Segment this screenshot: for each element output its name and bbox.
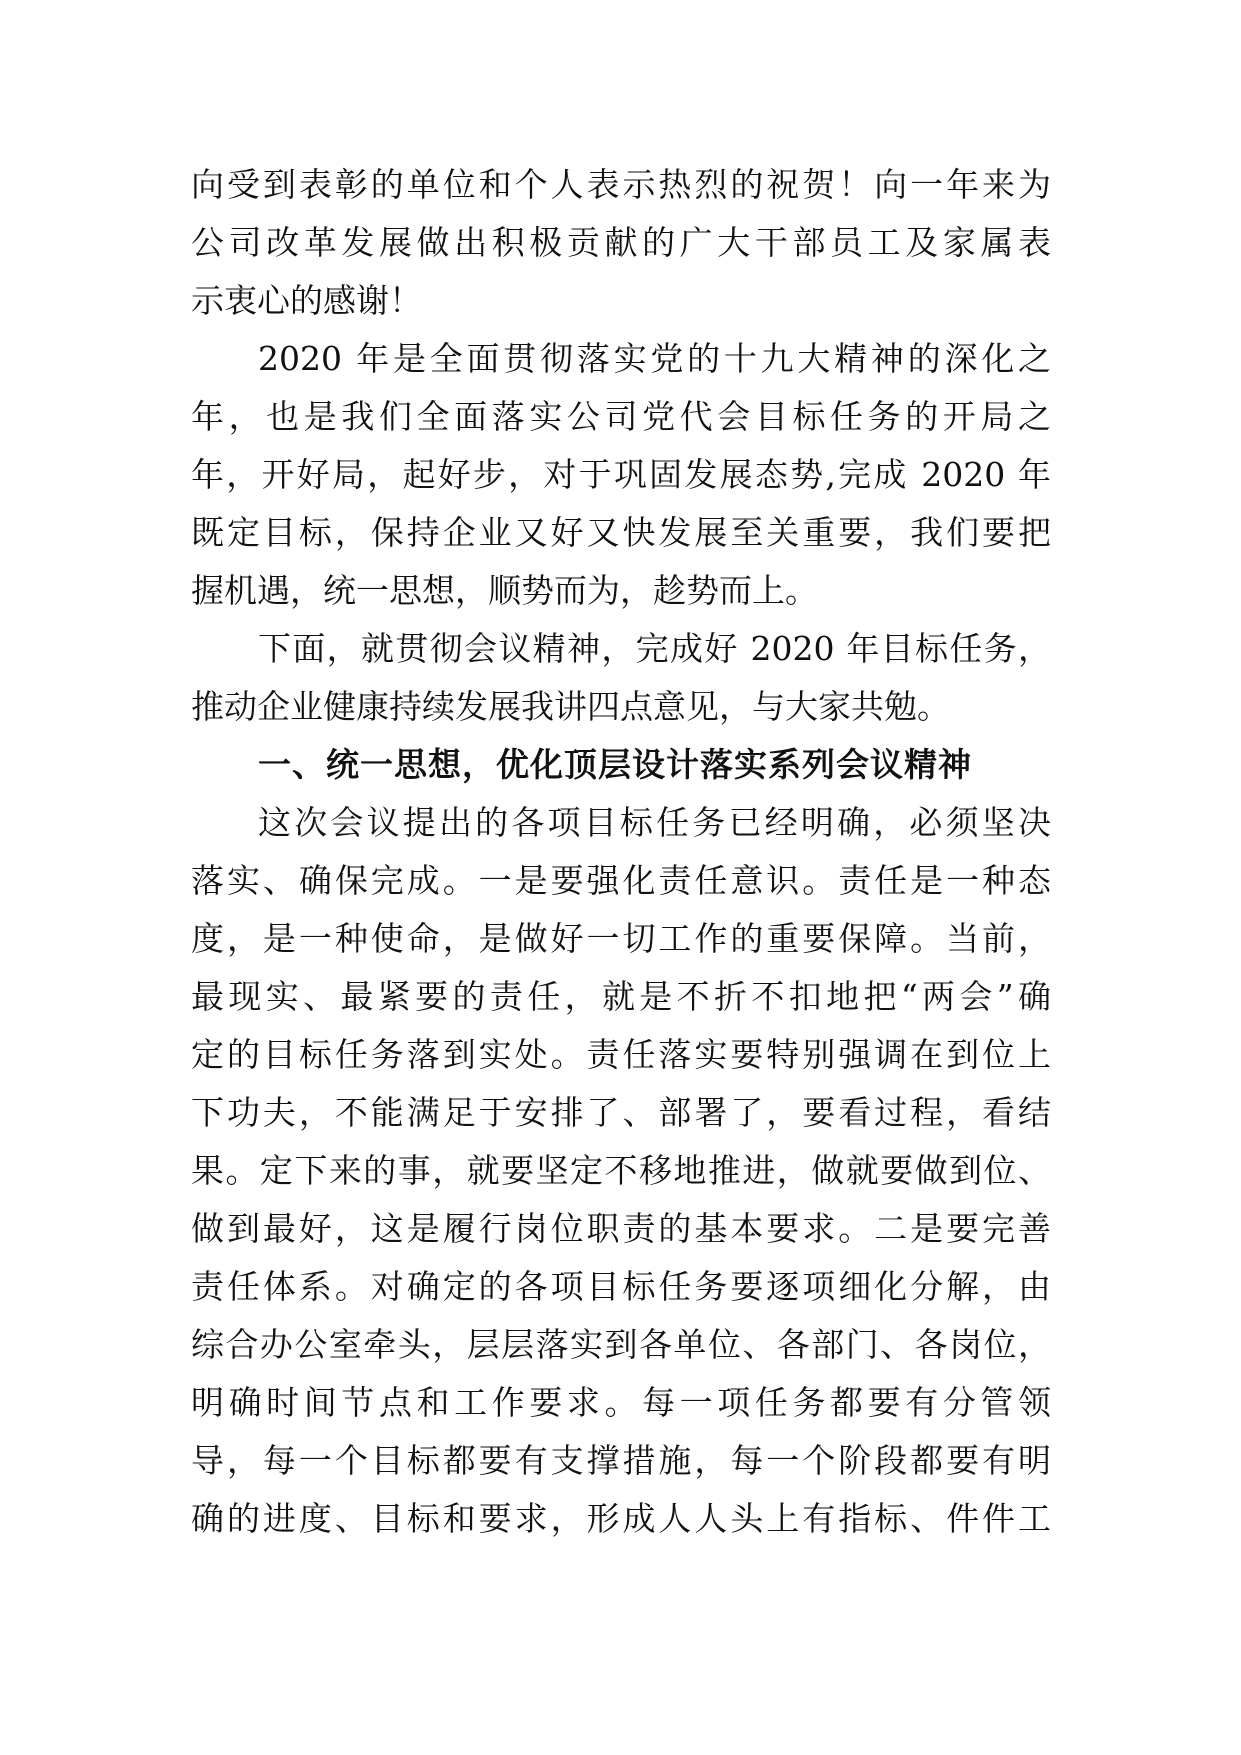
- paragraph-line: 最现实、最紧要的责任，就是不折不扣地把“两会”确: [191, 977, 1051, 1016]
- paragraph-line: 2020 年是全面贯彻落实党的十九大精神的深化之: [258, 339, 1051, 378]
- paragraph-line: 责任体系。对确定的各项目标任务要逐项细化分解，由: [191, 1267, 1051, 1306]
- paragraph-line: 做到最好，这是履行岗位职责的基本要求。二是要完善: [191, 1209, 1051, 1248]
- paragraph-line: 向受到表彰的单位和个人表示热烈的祝贺！向一年来为: [191, 165, 1051, 204]
- paragraph-line: 导，每一个目标都要有支撑措施，每一个阶段都要有明: [191, 1441, 1051, 1480]
- paragraph-line: 下面，就贯彻会议精神，完成好 2020 年目标任务，: [258, 629, 1051, 668]
- paragraph-line: 既定目标，保持企业又好又快发展至关重要，我们要把: [191, 513, 1051, 552]
- paragraph-line: 综合办公室牵头，层层落实到各单位、各部门、各岗位，: [191, 1325, 1051, 1364]
- paragraph-line: 度，是一种使命，是做好一切工作的重要保障。当前，: [191, 919, 1051, 958]
- paragraph-line: 握机遇，统一思想，顺势而为，趁势而上。: [191, 571, 818, 610]
- paragraph-line: 果。定下来的事，就要坚定不移地推进，做就要做到位、: [191, 1151, 1051, 1190]
- paragraph-line: 下功夫，不能满足于安排了、部署了，要看过程，看结: [191, 1093, 1051, 1132]
- paragraph-line: 年，开好局，起好步，对于巩固发展态势,完成 2020 年: [191, 455, 1051, 494]
- paragraph-line: 定的目标任务落到实处。责任落实要特别强调在到位上: [191, 1035, 1051, 1074]
- paragraph-line: 明确时间节点和工作要求。每一项任务都要有分管领: [191, 1383, 1051, 1422]
- paragraph-line: 公司改革发展做出积极贡献的广大干部员工及家属表: [191, 223, 1051, 262]
- paragraph-line: 年，也是我们全面落实公司党代会目标任务的开局之: [191, 397, 1051, 436]
- paragraph-line: 落实、确保完成。一是要强化责任意识。责任是一种态: [191, 861, 1051, 900]
- paragraph-line: 这次会议提出的各项目标任务已经明确，必须坚决: [258, 803, 1051, 842]
- paragraph-line: 示衷心的感谢！: [191, 281, 422, 320]
- paragraph-line: 确的进度、目标和要求，形成人人头上有指标、件件工: [191, 1499, 1051, 1538]
- paragraph-line: 推动企业健康持续发展我讲四点意见，与大家共勉。: [191, 687, 950, 726]
- section-heading: 一、统一思想，优化顶层设计落实系列会议精神: [258, 745, 972, 784]
